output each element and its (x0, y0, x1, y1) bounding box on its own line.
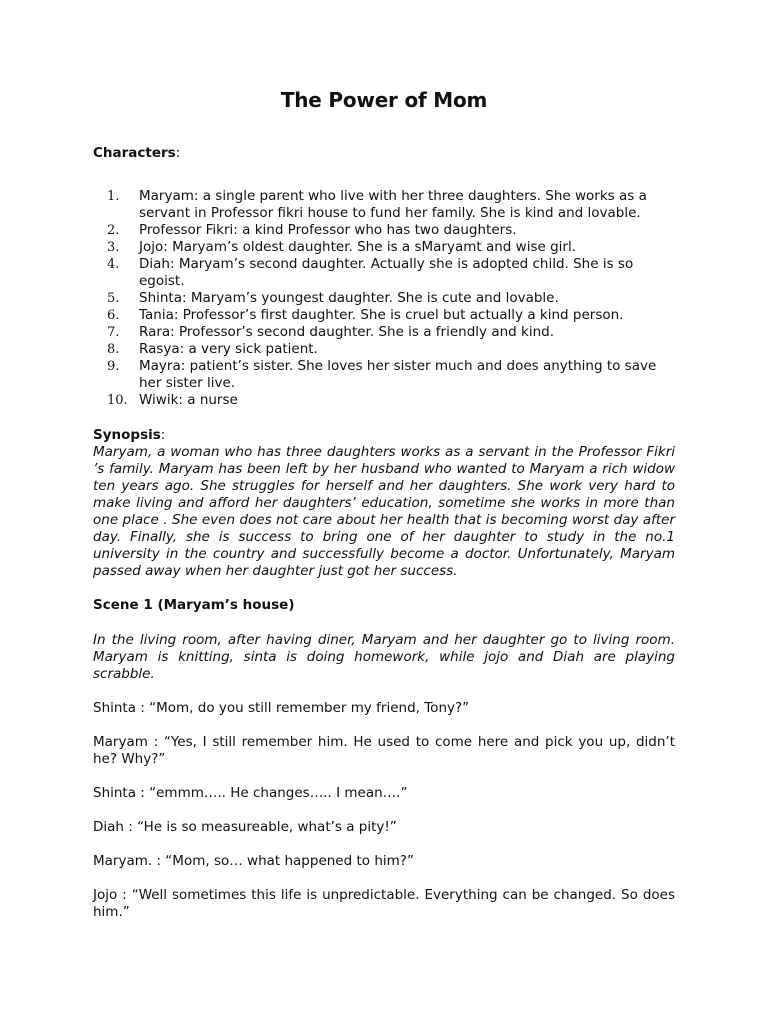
list-item (93, 188, 675, 222)
list-item-text: Professor Fikri: a kind Professor who has two daughters. (139, 222, 517, 238)
dialogue-line: Maryam : “Yes, I still remember him. He used to come here and pick you up, didn’t he? Why?” (93, 734, 675, 767)
list-item (93, 392, 675, 409)
dialogue-line: Jojo : “Well sometimes this life is unpredictable. Everything can be changed. So does him.” (93, 887, 675, 920)
synopsis-text: Maryam, a woman who has three daughters works as a servant in the Professor Fikri ’s family. Maryam has been left by her husband who wanted to Maryam a rich widow ten years ago. She struggles for herself and her daughters. She work very hard to make living and afford her daughters’ education, sometime she works in more than one place . She even does not care about her health that is becoming worst day after day. Finally, she is success to bring one of her daughter to study in the no.1 university in the country and successfully become a doctor. Unfortunately, Maryam passed away when her daughter just got her success. (93, 444, 675, 579)
scene-heading: Scene 1 (Maryam’s house) (93, 597, 295, 613)
list-item (93, 239, 675, 256)
list-item (93, 341, 675, 358)
list-item-text: Jojo: Maryam’s oldest daughter. She is a sMaryamt and wise girl. (139, 239, 576, 255)
list-item-number: 2. (107, 223, 120, 238)
list-item (93, 358, 675, 392)
list-item-number: 5. (107, 291, 120, 306)
list-item (93, 307, 675, 324)
list-item-number: 6. (107, 308, 120, 323)
list-item-number: 10. (107, 393, 128, 408)
list-item-number: 1. (107, 189, 120, 204)
dialogue-line: Shinta : “emmm….. He changes….. I mean….” (93, 785, 408, 801)
list-item-number: 9. (107, 359, 120, 374)
characters-heading-text: Characters (93, 145, 176, 161)
list-item (93, 324, 675, 341)
list-item-number: 4. (107, 257, 120, 272)
synopsis-heading (93, 427, 675, 444)
list-item-text: Rasya: a very sick patient. (139, 341, 318, 357)
synopsis-heading-text: Synopsis (93, 427, 161, 443)
list-item-number: 3. (107, 240, 120, 255)
dialogue-line: Maryam. : “Mom, so… what happened to him?” (93, 853, 414, 869)
document-title: The Power of Mom (280, 88, 488, 112)
list-item (93, 290, 675, 307)
list-item-text: Tania: Professor’s first daughter. She is cruel but actually a kind person. (139, 307, 624, 323)
list-item (93, 222, 675, 239)
characters-heading-colon: : (175, 145, 181, 161)
list-item-text: Mayra: patient’s sister. She loves her sister much and does anything to save her sister live. (139, 358, 657, 391)
list-item-text: Wiwik: a nurse (139, 392, 238, 408)
list-item-number: 7. (107, 325, 120, 340)
list-item-text: Rara: Professor’s second daughter. She is a friendly and kind. (139, 324, 554, 340)
stage-direction: In the living room, after having diner, Maryam and her daughter go to living room. Maryam is knitting, sinta is doing homework, while jojo and Diah are playing scrabble. (93, 632, 675, 682)
list-item (93, 256, 675, 290)
synopsis-heading-colon: : (160, 427, 166, 443)
list-item-text: Diah: Maryam’s second daughter. Actually she is adopted child. She is so egoist. (139, 256, 634, 289)
list-item-number: 8. (107, 342, 120, 357)
list-item-text: Maryam: a single parent who live with her three daughters. She works as a servant in Professor fikri house to fund her family. She is kind and lovable. (139, 188, 647, 221)
dialogue-line: Diah : “He is so measureable, what’s a pity!” (93, 819, 397, 835)
characters-list (93, 188, 675, 409)
dialogue-line: Shinta : “Mom, do you still remember my friend, Tony?” (93, 700, 470, 716)
characters-heading (93, 145, 675, 162)
list-item-text: Shinta: Maryam’s youngest daughter. She is cute and lovable. (139, 290, 559, 306)
